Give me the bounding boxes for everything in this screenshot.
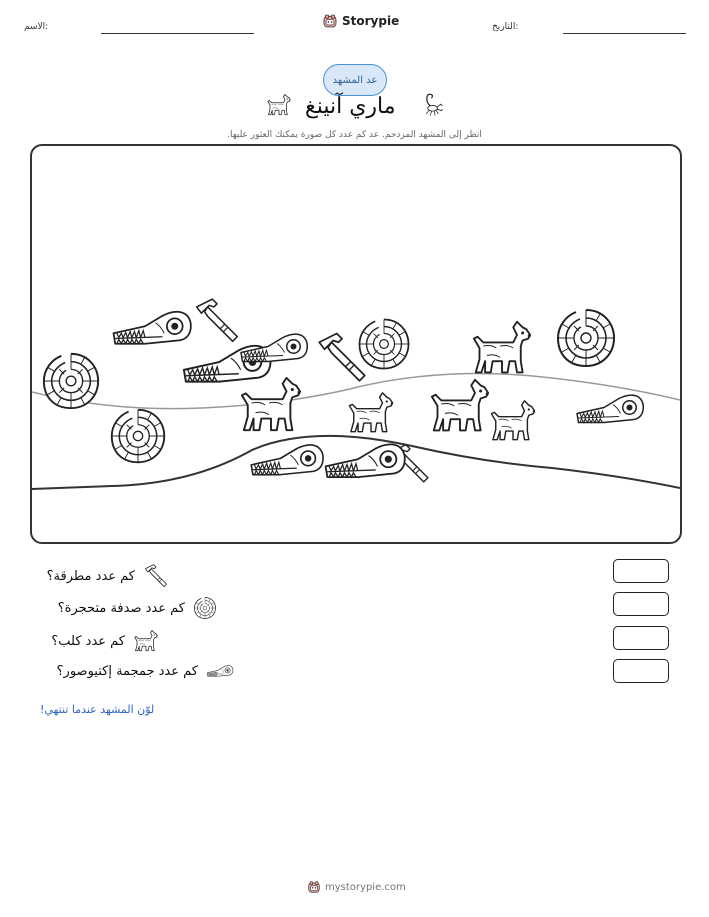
instructions: انظر إلى المشهد المزدحم. عد كم عدد كل صورة يمكنك العثور عليها. xyxy=(227,130,482,140)
date-line[interactable] xyxy=(563,33,686,34)
skull-1 xyxy=(114,312,191,344)
mascot-icon xyxy=(322,13,338,29)
name-label: الاسم: xyxy=(24,22,49,32)
page-title: ماري آنينغ xyxy=(305,94,396,119)
dog-2 xyxy=(242,378,301,430)
dog-icon xyxy=(267,93,291,117)
hammer-icon xyxy=(143,563,169,589)
finish-instruction: لوّن المشهد عندما تنتهي! xyxy=(40,703,155,716)
scene-artwork xyxy=(32,146,680,542)
dog-1 xyxy=(474,322,531,373)
dog-icon xyxy=(133,629,159,653)
question-text: كم عدد كلب؟ xyxy=(51,633,125,649)
date-label: التاريخ: xyxy=(492,22,519,32)
question-row-ammonite xyxy=(58,596,217,620)
hammer-2 xyxy=(319,334,365,381)
footer-brand xyxy=(307,880,406,894)
tag-badge xyxy=(323,64,387,96)
name-line[interactable] xyxy=(101,33,254,34)
skull-icon xyxy=(206,662,234,680)
counting-scene xyxy=(30,144,682,544)
question-text: كم عدد مطرقة؟ xyxy=(46,568,135,584)
answer-box-dog[interactable] xyxy=(613,626,669,650)
skull-6 xyxy=(577,395,643,422)
tag-label: عد المشهد xyxy=(332,74,378,86)
question-row-hammer xyxy=(47,563,169,589)
ammonite-3 xyxy=(360,320,409,369)
hammer-1 xyxy=(197,299,238,341)
answer-box-skull[interactable] xyxy=(613,659,669,683)
question-text: كم عدد صدفة متحجرة؟ xyxy=(57,600,185,616)
dog-3 xyxy=(349,393,393,432)
dog-5 xyxy=(491,401,535,440)
question-row-skull xyxy=(57,662,234,680)
question-row-dog xyxy=(51,629,159,653)
mascot-icon xyxy=(307,880,321,894)
ammonite-4 xyxy=(558,310,614,366)
skull-4 xyxy=(251,445,323,475)
brand-name: Storypie xyxy=(342,14,400,28)
answer-box-ammonite[interactable] xyxy=(613,592,669,616)
scorpion-icon xyxy=(418,92,444,118)
ammonite-icon xyxy=(193,596,217,620)
ammonite-2 xyxy=(112,410,165,463)
brand-logo xyxy=(322,13,399,29)
dog-4 xyxy=(432,380,489,431)
upper-ground-line xyxy=(32,374,680,409)
answer-box-hammer[interactable] xyxy=(613,559,669,583)
ammonite-1 xyxy=(44,354,98,408)
footer-url[interactable]: mystorypie.com xyxy=(325,881,406,893)
skull-5 xyxy=(326,444,405,477)
question-text: كم عدد جمجمة إكتيوصور؟ xyxy=(56,663,198,679)
